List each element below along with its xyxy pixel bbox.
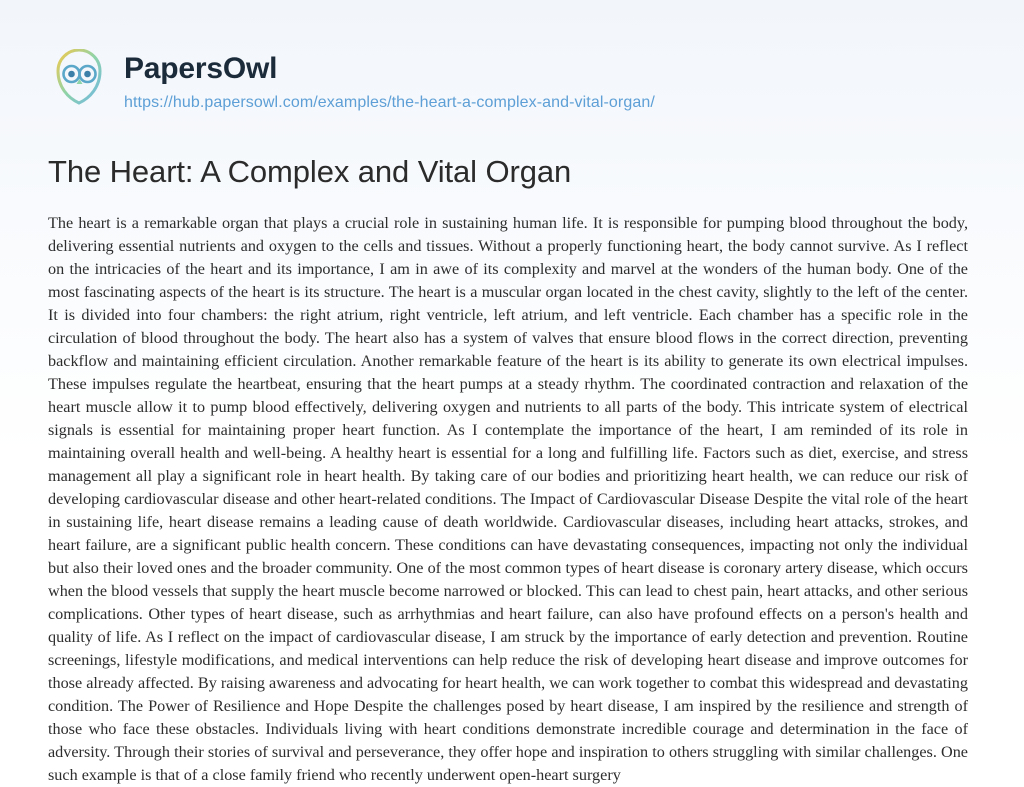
brand-name: PapersOwl	[124, 52, 278, 85]
brand-block	[124, 48, 655, 112]
document-content	[0, 112, 1024, 787]
owl-logo-icon	[48, 49, 110, 111]
page-title: The Heart: A Complex and Vital Organ	[48, 154, 572, 189]
page-url-link[interactable]: https://hub.papersowl.com/examples/the-heart-a-complex-and-vital-organ/	[124, 94, 655, 111]
site-header	[0, 0, 1024, 112]
essay-body-text: The heart is a remarkable organ that plays a crucial role in sustaining human life. It is responsible for pumping blood throughout the body, delivering essential nutrients and oxygen to the cells and tissues. Without a properly functioning heart, the body cannot survive. As I reflect on the intricacies of the heart and its importance, I am in awe of its complexity and marvel at the wonders of the human body. One of the most fascinating aspects of the heart is its structure. The heart is a muscular organ located in the chest cavity, slightly to the left of the center. It is divided into four chambers: the right atrium, right ventricle, left atrium, and left ventricle. Each chamber has a specific role in the circulation of blood throughout the body. The heart also has a system of valves that ensure blood flows in the correct direction, preventing backflow and maintaining efficient circulation. Another remarkable feature of the heart is its ability to generate its own electrical impulses. These impulses regulate the heartbeat, ensuring that the heart pumps at a steady rhythm. The coordinated contraction and relaxation of the heart muscle allow it to pump blood effectively, delivering oxygen and nutrients to all parts of the body. This intricate system of electrical signals is essential for maintaining proper heart function. As I contemplate the importance of the heart, I am reminded of its role in maintaining overall health and well-being. A healthy heart is essential for a long and fulfilling life. Factors such as diet, exercise, and stress management all play a significant role in heart health. By taking care of our bodies and prioritizing heart health, we can reduce our risk of developing cardiovascular disease and other heart-related conditions. The Impact of Cardiovascular Disease Despite the vital role of the heart in sustaining life, heart disease remains a leading cause of death worldwide. Cardiovascular diseases, including heart attacks, strokes, and heart failure, are a significant public health concern. These conditions can have devastating consequences, impacting not only the individual but also their loved ones and the broader community. One of the most common types of heart disease is coronary artery disease, which occurs when the blood vessels that supply the heart muscle become narrowed or blocked. This can lead to chest pain, heart attacks, and other serious complications. Other types of heart disease, such as arrhythmias and heart failure, can also have profound effects on a person's health and quality of life. As I reflect on the impact of cardiovascular disease, I am struck by the importance of early detection and prevention. Routine screenings, lifestyle modifications, and medical interventions can help reduce the risk of developing heart disease and improve outcomes for those already affected. By raising awareness and advocating for heart health, we can work together to combat this widespread and devastating condition. The Power of Resilience and Hope Despite the challenges posed by heart disease, I am inspired by the resilience and strength of those who face these obstacles. Individuals living with heart conditions demonstrate incredible courage and determination in the face of adversity. Through their stories of survival and perseverance, they offer hope and inspiration to others struggling with similar challenges. One such example is that of a close family friend who recently underwent open-heart surgery	[48, 214, 968, 784]
